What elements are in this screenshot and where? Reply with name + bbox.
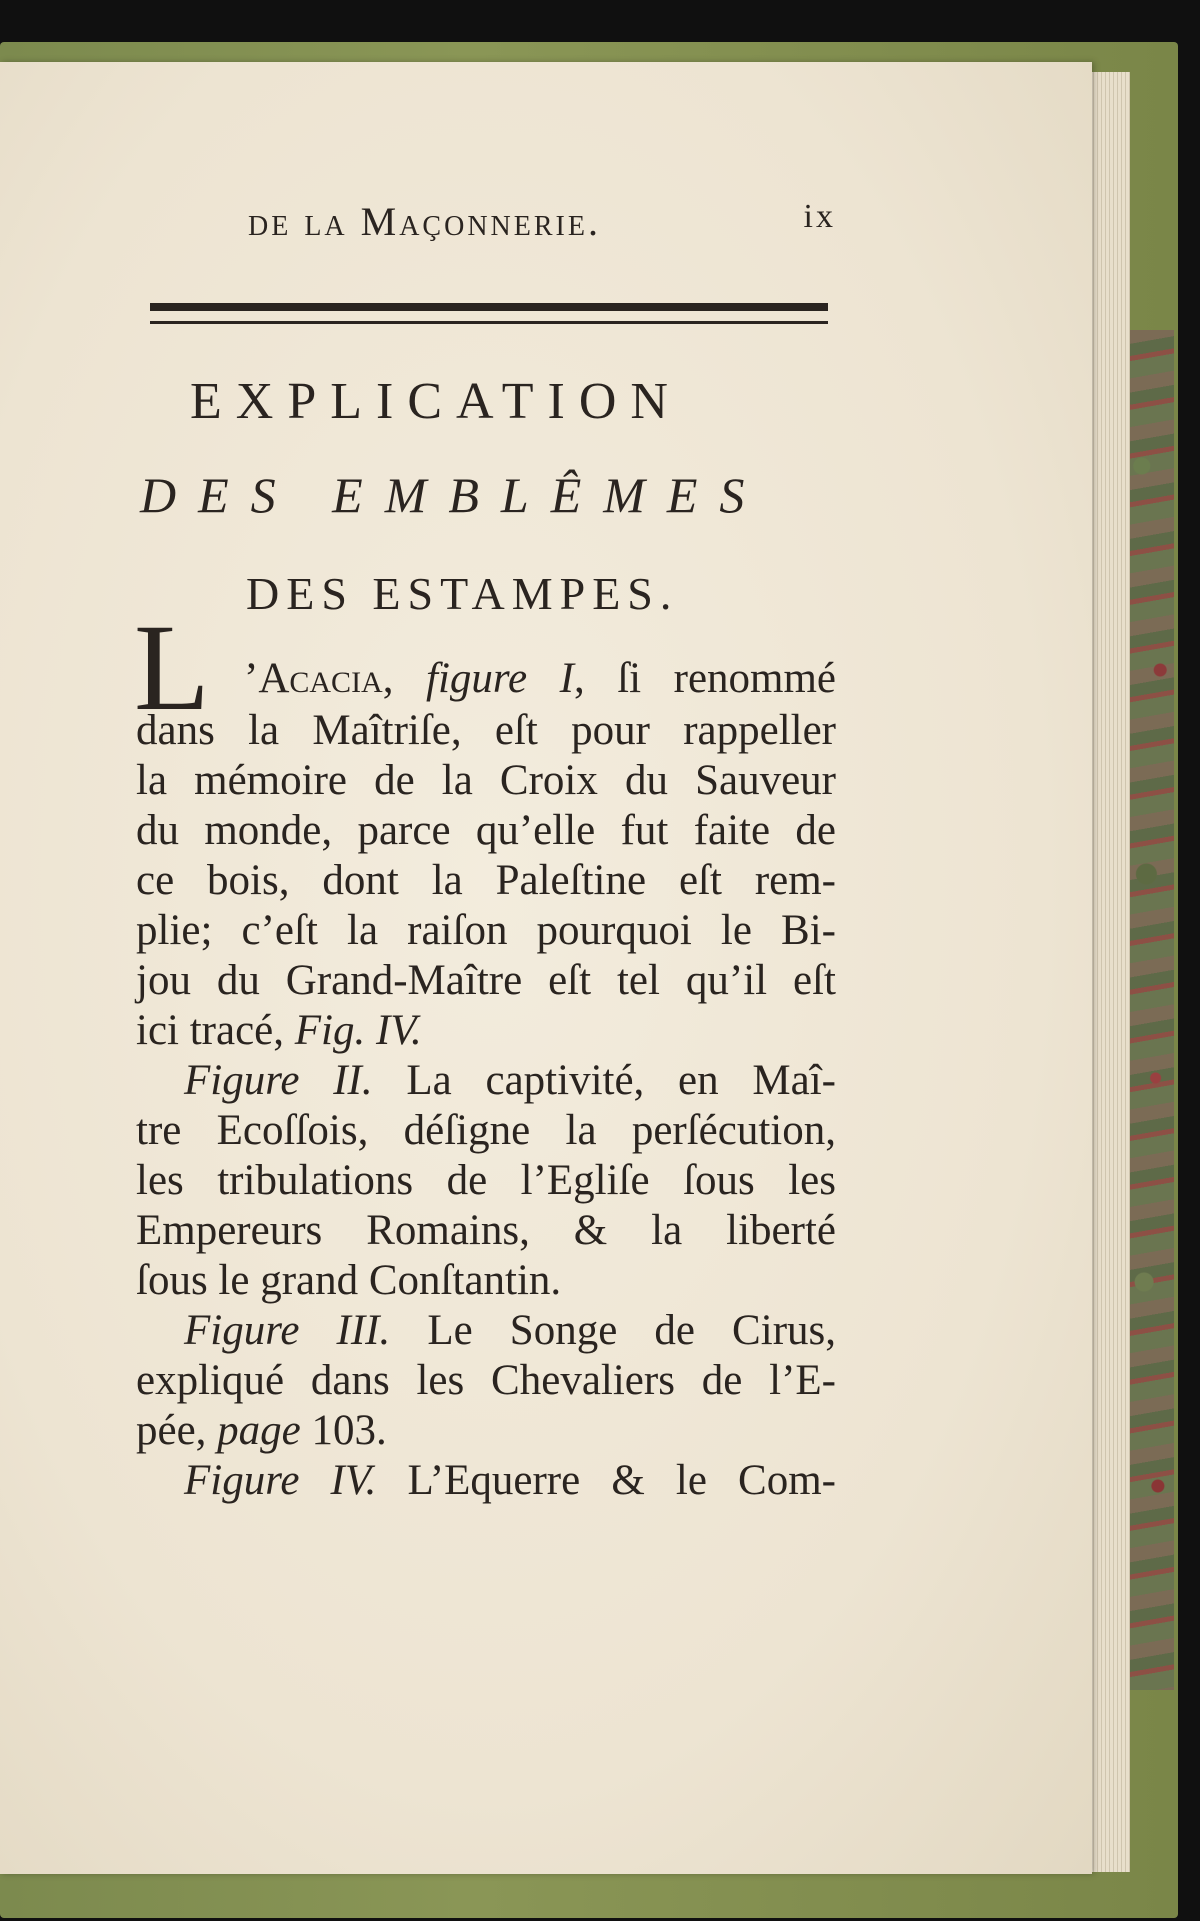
- running-title: de la Maçonnerie.: [248, 199, 601, 244]
- body-line: [136, 1206, 836, 1255]
- marbled-page-edge: [1128, 330, 1174, 1690]
- body-line-segment: Figure II.: [184, 1057, 373, 1104]
- body-line-segment: Fig. IV.: [294, 1007, 422, 1054]
- page-number: ix: [803, 198, 836, 235]
- body-line-segment: Le Songe de Cirus,: [390, 1307, 836, 1354]
- body-line: [184, 1456, 836, 1505]
- body-line: [136, 706, 836, 755]
- body-line: [136, 1256, 561, 1305]
- body-line-segment: page: [217, 1407, 301, 1454]
- body-line-segment: ,: [382, 655, 426, 702]
- body-line-segment: ſous le grand Conſtantin.: [136, 1257, 562, 1304]
- body-line-segment: , ſi renommé: [573, 655, 837, 702]
- body-line-segment: expliqué dans les Chevaliers de l’E-: [136, 1357, 836, 1404]
- title-line-1: EXPLICATION: [190, 373, 682, 430]
- body-line: [184, 1056, 836, 1105]
- body-line: [184, 1306, 836, 1355]
- title-line-2: DES EMBLÊMES: [140, 467, 767, 523]
- body-line: [136, 1406, 387, 1455]
- body-line-segment: Figure III.: [184, 1307, 391, 1354]
- body-line: [136, 1006, 422, 1055]
- body-line-segment: Empereurs Romains, & la liberté: [136, 1207, 836, 1254]
- body-line-segment: La captivité, en Maî-: [372, 1057, 837, 1104]
- body-line-segment: ce bois, dont la Paleſtine eſt rem-: [136, 857, 836, 904]
- body-line: [136, 956, 836, 1005]
- body-line-segment: L’Equerre & le Com-: [376, 1457, 836, 1504]
- body-line-segment: 103.: [300, 1407, 387, 1454]
- body-line: [136, 806, 836, 855]
- body-line-segment: Figure IV.: [184, 1457, 377, 1504]
- page-header: [248, 198, 848, 246]
- body-line: [136, 856, 836, 905]
- body-line-segment: ’: [244, 655, 259, 702]
- body-line-segment: Acacia: [258, 655, 383, 702]
- body-line: [136, 1106, 836, 1155]
- body-line: [136, 756, 836, 805]
- body-line-segment: plie; c’eſt la raiſon pourquoi le Bi-: [136, 907, 836, 954]
- body-line-segment: ici tracé,: [136, 1007, 295, 1054]
- body-line-segment: figure I: [426, 655, 574, 702]
- body-line-segment: pée,: [136, 1407, 218, 1454]
- header-rule-thick: [150, 303, 828, 311]
- body-line-segment: dans la Maîtriſe, eſt pour rappeller: [136, 707, 836, 754]
- drop-cap: L: [134, 599, 210, 736]
- header-rule-thin: [150, 321, 828, 324]
- body-line-segment: tre Ecoſſois, déſigne la perſécution,: [136, 1107, 836, 1154]
- body-line-segment: du monde, parce qu’elle fut faite de: [136, 807, 836, 854]
- page-stack-edge: [1090, 72, 1130, 1872]
- body-line-segment: la mémoire de la Croix du Sauveur: [136, 757, 836, 804]
- body-line: [136, 906, 836, 955]
- title-line-3: DES ESTAMPES.: [246, 568, 679, 619]
- body-line: [244, 654, 836, 703]
- body-line-segment: jou du Grand-Maître eſt tel qu’il eſt: [136, 957, 836, 1004]
- body-line-segment: les tribulations de l’Egliſe ſous les: [136, 1157, 836, 1204]
- body-line: [136, 1156, 836, 1205]
- body-line: [136, 1356, 836, 1405]
